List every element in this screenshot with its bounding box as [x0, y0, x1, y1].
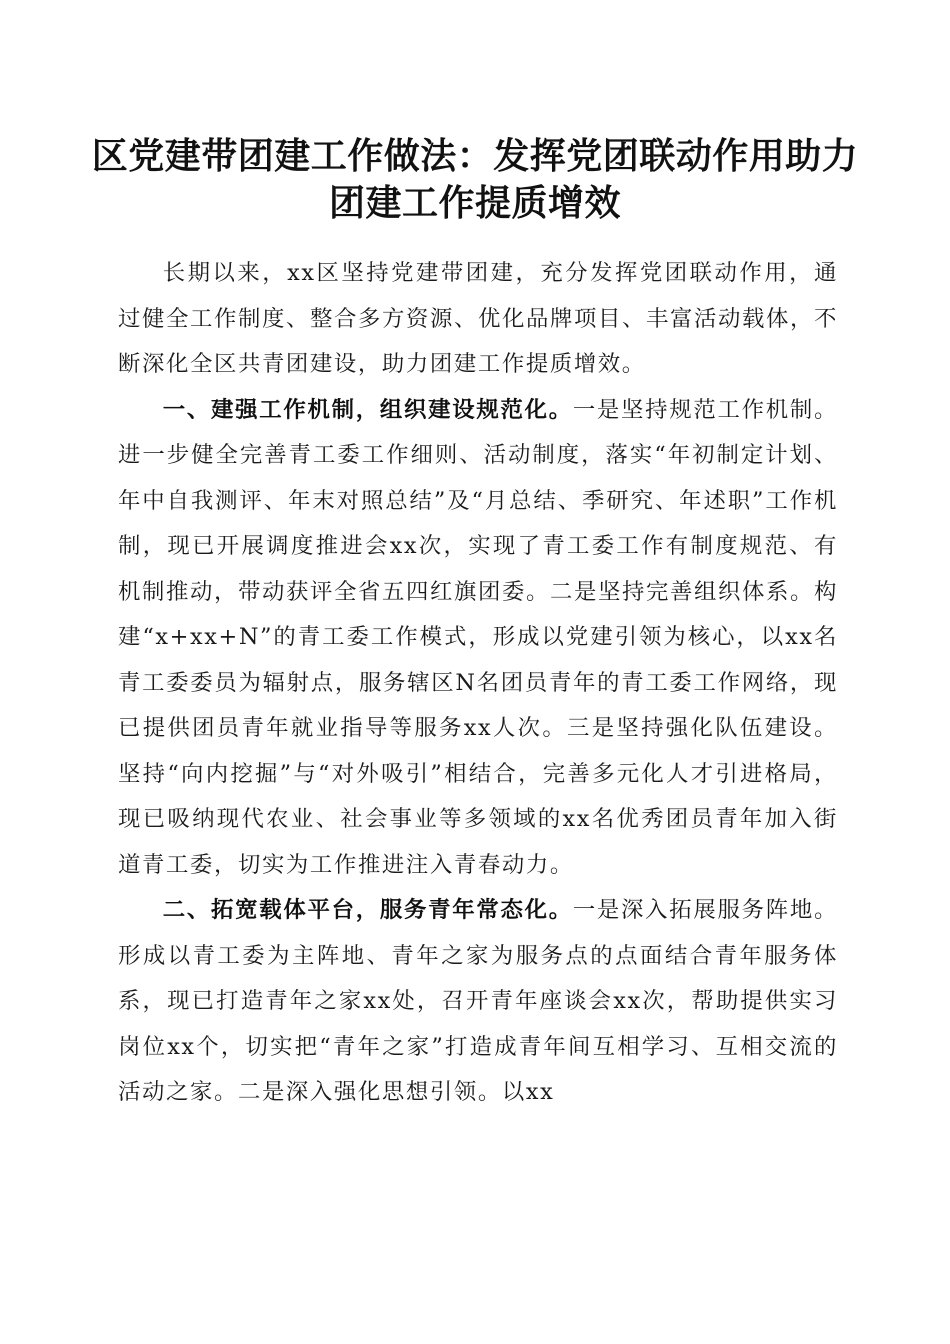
- section-one-text: 一是坚持规范工作机制。进一步健全完善青工委工作细则、活动制度，落实“年初制定计划、年中自我测评、年末对照总结”及“月总结、季研究、年述职”工作机制，现已开展调度推进会xx次，实现了青工委工作有制度规范、有机制推动，带动获评全省五四红旗团委。二是坚持完善组织体系。构建“x+xx+N”的青工委工作模式，形成以党建引领为核心，以xx名青工委委员为辐射点，服务辖区N名团员青年的青工委工作网络，现已提供团员青年就业指导等服务xx人次。三是坚持强化队伍建设。坚持“向内挖掘”与“对外吸引”相结合，完善多元化人才引进格局，现已吸纳现代农业、社会事业等多领域的xx名优秀团员青年加入街道青工委，切实为工作推进注入青春动力。: [118, 396, 838, 878]
- intro-paragraph-text: 长期以来，xx区坚持党建带团建，充分发挥党团联动作用，通过健全工作制度、整合多方资源、优化品牌项目、丰富活动载体，不断深化全区共青团建设，助力团建工作提质增效。: [118, 260, 838, 377]
- section-one-heading: 一、建强工作机制，组织建设规范化。: [162, 396, 573, 423]
- section-two-text: 一是深入拓展服务阵地。形成以青工委为主阵地、青年之家为服务点的点面结合青年服务体系，现已打造青年之家xx处，召开青年座谈会xx次，帮助提供实习岗位xx个，切实把“青年之家”打造成青年间互相学习、互相交流的活动之家。二是深入强化思想引领。以xx: [118, 897, 838, 1105]
- document-body: [118, 251, 838, 1116]
- section-one-paragraph: [118, 388, 838, 889]
- intro-paragraph: [118, 251, 838, 388]
- section-two-heading: 二、拓宽载体平台，服务青年常态化。: [162, 897, 573, 923]
- section-two-paragraph: [118, 888, 838, 1116]
- document-title: 区党建带团建工作做法：发挥党团联动作用助力团建工作提质增效: [91, 135, 859, 224]
